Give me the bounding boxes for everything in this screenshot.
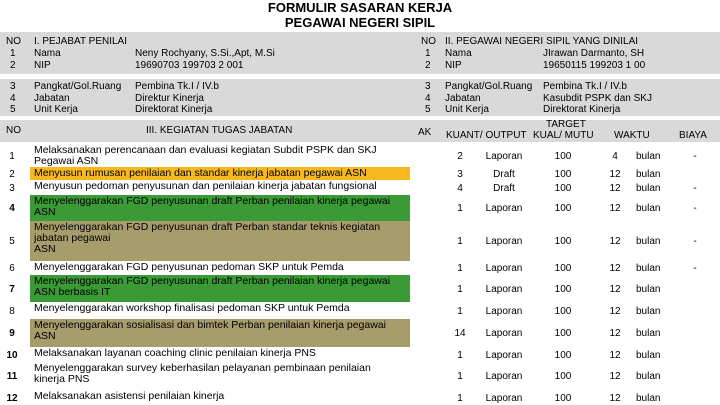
row-ak: 4	[457, 183, 463, 194]
right-field-label: NIP	[445, 60, 462, 71]
row-time-value: 12	[609, 236, 621, 247]
row-quality: 100	[554, 328, 572, 339]
row-cost: -	[693, 203, 697, 214]
row-ak: 2	[457, 151, 463, 162]
row-ak: 14	[454, 328, 466, 339]
row-activity-line: Melaksanakan layanan coaching clinic penilaian kinerja PNS	[34, 348, 316, 359]
row-activity-line: Menyelenggarakan survey keberhasilan pelayanan pembinaan penilaian	[34, 363, 371, 374]
band-table-header	[0, 120, 720, 142]
left-field-value: Pembina Tk.I / IV.b	[135, 81, 219, 92]
right-field-label: Pangkat/Gol.Ruang	[445, 81, 533, 92]
row-activity	[34, 145, 408, 167]
left-field-no: 1	[10, 48, 16, 59]
row-quality: 100	[554, 284, 572, 295]
row-quality: 100	[554, 263, 572, 274]
row-activity	[34, 276, 408, 298]
row-number: 8	[9, 306, 15, 317]
right-section-title: II. PEGAWAI NEGERI SIPIL YANG DINILAI	[445, 36, 639, 47]
left-field-label: Pangkat/Gol.Ruang	[34, 81, 122, 92]
row-activity	[34, 303, 408, 314]
table-header-ak: AK	[418, 127, 432, 138]
row-activity	[34, 363, 408, 385]
row-time-unit: bulan	[636, 169, 661, 180]
row-output: Laporan	[485, 151, 523, 162]
row-quality: 100	[554, 393, 572, 404]
left-field-no: 4	[10, 93, 16, 104]
left-field-label: Jabatan	[34, 93, 70, 104]
row-activity-line: ASN	[34, 206, 56, 218]
row-cost: -	[693, 236, 697, 247]
left-field-label: NIP	[34, 60, 51, 71]
row-output: Laporan	[485, 203, 523, 214]
row-quality: 100	[554, 169, 572, 180]
row-activity-line: Menyelenggarakan FGD penyusunan pedoman SKP untuk Pemda	[34, 262, 344, 273]
row-quality: 100	[554, 306, 572, 317]
row-activity	[34, 222, 408, 255]
row-ak: 3	[457, 169, 463, 180]
row-time-unit: bulan	[636, 350, 661, 361]
row-number: 1	[9, 151, 15, 162]
right-field-value: 19650115 199203 1 00	[543, 60, 646, 71]
row-quality: 100	[554, 350, 572, 361]
row-number: 5	[9, 236, 15, 247]
row-activity-line: Menyelenggarakan workshop finalisasi pedoman SKP untuk Pemda	[34, 303, 350, 314]
table-header-time: WAKTU	[614, 130, 650, 141]
row-time-unit: bulan	[636, 284, 661, 295]
right-field-no: 2	[425, 60, 431, 71]
right-field-label: Nama	[445, 48, 472, 59]
row-quality: 100	[554, 371, 572, 382]
row-number: 10	[6, 350, 18, 361]
right-field-value: Pembina Tk.I / IV.b	[543, 81, 627, 92]
row-time-value: 12	[609, 263, 621, 274]
right-field-label: Unit Kerja	[445, 104, 489, 115]
row-time-unit: bulan	[636, 263, 661, 274]
row-activity	[34, 320, 408, 342]
row-ak: 1	[457, 371, 463, 382]
left-field-value: Direktur Kinerja	[135, 93, 204, 104]
row-ak: 1	[457, 236, 463, 247]
row-activity	[34, 196, 408, 218]
row-output: Laporan	[485, 328, 523, 339]
right-field-label: Jabatan	[445, 93, 481, 104]
right-field-no: 3	[425, 81, 431, 92]
row-time-value: 12	[609, 306, 621, 317]
row-activity-line: Menyelenggarakan sosialisasi dan bimtek Perban penilaian kinerja pegawai	[34, 320, 386, 331]
right-no-header: NO	[421, 36, 436, 47]
row-number: 4	[9, 203, 15, 214]
row-time-value: 12	[609, 328, 621, 339]
row-time-value: 12	[609, 284, 621, 295]
table-header-quality: KUAL/ MUTU	[533, 130, 594, 141]
row-time-value: 12	[609, 393, 621, 404]
row-time-unit: bulan	[636, 236, 661, 247]
right-field-value: Direktorat Kinerja	[543, 104, 621, 115]
row-activity-line: Melaksanakan perencanaan dan evaluasi kegiatan Subdit PSPK dan SKJ	[34, 145, 377, 156]
row-number: 9	[9, 328, 15, 339]
row-time-unit: bulan	[636, 151, 661, 162]
row-output: Draft	[493, 169, 515, 180]
row-time-unit: bulan	[636, 328, 661, 339]
row-output: Laporan	[485, 371, 523, 382]
table-header-cost: BIAYA	[679, 130, 707, 141]
row-activity-line: Menyelenggarakan FGD penyusunan draft Perban standar teknis kegiatan	[34, 222, 381, 233]
row-time-unit: bulan	[636, 306, 661, 317]
row-ak: 1	[457, 350, 463, 361]
row-output: Laporan	[485, 393, 523, 404]
left-field-label: Nama	[34, 48, 61, 59]
left-field-no: 2	[10, 60, 16, 71]
row-activity-line: Menyusun pedoman penyusunan dan penilaian kinerja jabatan fungsional	[34, 181, 377, 192]
row-ak: 1	[457, 393, 463, 404]
row-number: 11	[6, 371, 18, 382]
row-quality: 100	[554, 183, 572, 194]
table-header-no: NO	[6, 125, 21, 136]
row-output: Laporan	[485, 284, 523, 295]
row-number: 2	[9, 169, 15, 180]
left-no-header: NO	[6, 36, 21, 47]
left-section-title: I. PEJABAT PENILAI	[34, 36, 127, 47]
row-ak: 1	[457, 203, 463, 214]
row-activity	[34, 262, 408, 273]
row-cost: -	[693, 263, 697, 274]
form-subtitle: PEGAWAI NEGERI SIPIL	[284, 15, 436, 30]
row-time-value: 12	[609, 183, 621, 194]
row-time-value: 4	[612, 151, 618, 162]
table-header-output: KUANT/ OUTPUT	[446, 130, 527, 141]
row-activity-line: ASN	[34, 330, 56, 342]
row-activity-line: Menyelenggarakan FGD penyusunan draft Perban penilaian kinerja pegawai	[34, 276, 391, 287]
row-cost: -	[693, 151, 697, 162]
row-ak: 1	[457, 284, 463, 295]
row-quality: 100	[554, 236, 572, 247]
row-activity-line: ASN	[34, 243, 56, 255]
left-field-label: Unit Kerja	[34, 104, 78, 115]
row-time-value: 12	[609, 371, 621, 382]
row-time-unit: bulan	[636, 203, 661, 214]
row-cost: -	[693, 183, 697, 194]
right-field-no: 4	[425, 93, 431, 104]
row-output: Draft	[493, 183, 515, 194]
left-field-value: Neny Rochyany, S.Si.,Apt, M.Si	[135, 48, 275, 59]
row-number: 7	[9, 284, 15, 295]
row-ak: 1	[457, 263, 463, 274]
row-activity-line: ASN berbasis IT	[34, 286, 111, 298]
row-number: 12	[6, 393, 18, 404]
row-time-value: 12	[609, 169, 621, 180]
row-number: 3	[9, 183, 15, 194]
row-number: 6	[9, 263, 15, 274]
row-output: Laporan	[485, 350, 523, 361]
row-activity	[34, 348, 408, 359]
left-field-no: 5	[10, 104, 16, 115]
row-activity-line: kinerja PNS	[34, 373, 90, 385]
row-time-value: 12	[609, 350, 621, 361]
right-field-no: 1	[425, 48, 431, 59]
row-time-unit: bulan	[636, 371, 661, 382]
row-activity-line: jabatan pegawai	[34, 232, 111, 244]
row-output: Laporan	[485, 236, 523, 247]
row-activity-line: Menyusun rumusan penilaian dan standar kinerja jabatan pegawai ASN	[34, 168, 367, 179]
row-activity	[34, 181, 408, 192]
row-activity	[34, 168, 408, 179]
row-quality: 100	[554, 203, 572, 214]
right-field-value: JIrawan Darmanto, SH	[543, 48, 645, 59]
row-activity-line: Menyelenggarakan FGD penyusunan draft Perban penilaian kinerja pegawai	[34, 196, 391, 207]
row-ak: 1	[457, 306, 463, 317]
table-header-target: TARGET	[546, 119, 586, 130]
row-activity-line: Melaksanakan asistensi penilaian kinerja	[34, 391, 225, 402]
row-time-unit: bulan	[636, 183, 661, 194]
right-field-value: Kasubdit PSPK dan SKJ	[543, 93, 652, 104]
left-field-value: 19690703 199703 2 001	[135, 60, 244, 71]
row-quality: 100	[554, 151, 572, 162]
table-header-activity: III. KEGIATAN TUGAS JABATAN	[146, 125, 293, 136]
row-time-value: 12	[609, 203, 621, 214]
right-field-no: 5	[425, 104, 431, 115]
row-output: Laporan	[485, 306, 523, 317]
form-title: FORMULIR SASARAN KERJA	[267, 0, 453, 15]
row-time-unit: bulan	[636, 393, 661, 404]
row-activity-line: Pegawai ASN	[34, 155, 99, 167]
left-field-value: Direktorat Kinerja	[135, 104, 213, 115]
row-output: Laporan	[485, 263, 523, 274]
left-field-no: 3	[10, 81, 16, 92]
row-activity	[34, 391, 408, 402]
